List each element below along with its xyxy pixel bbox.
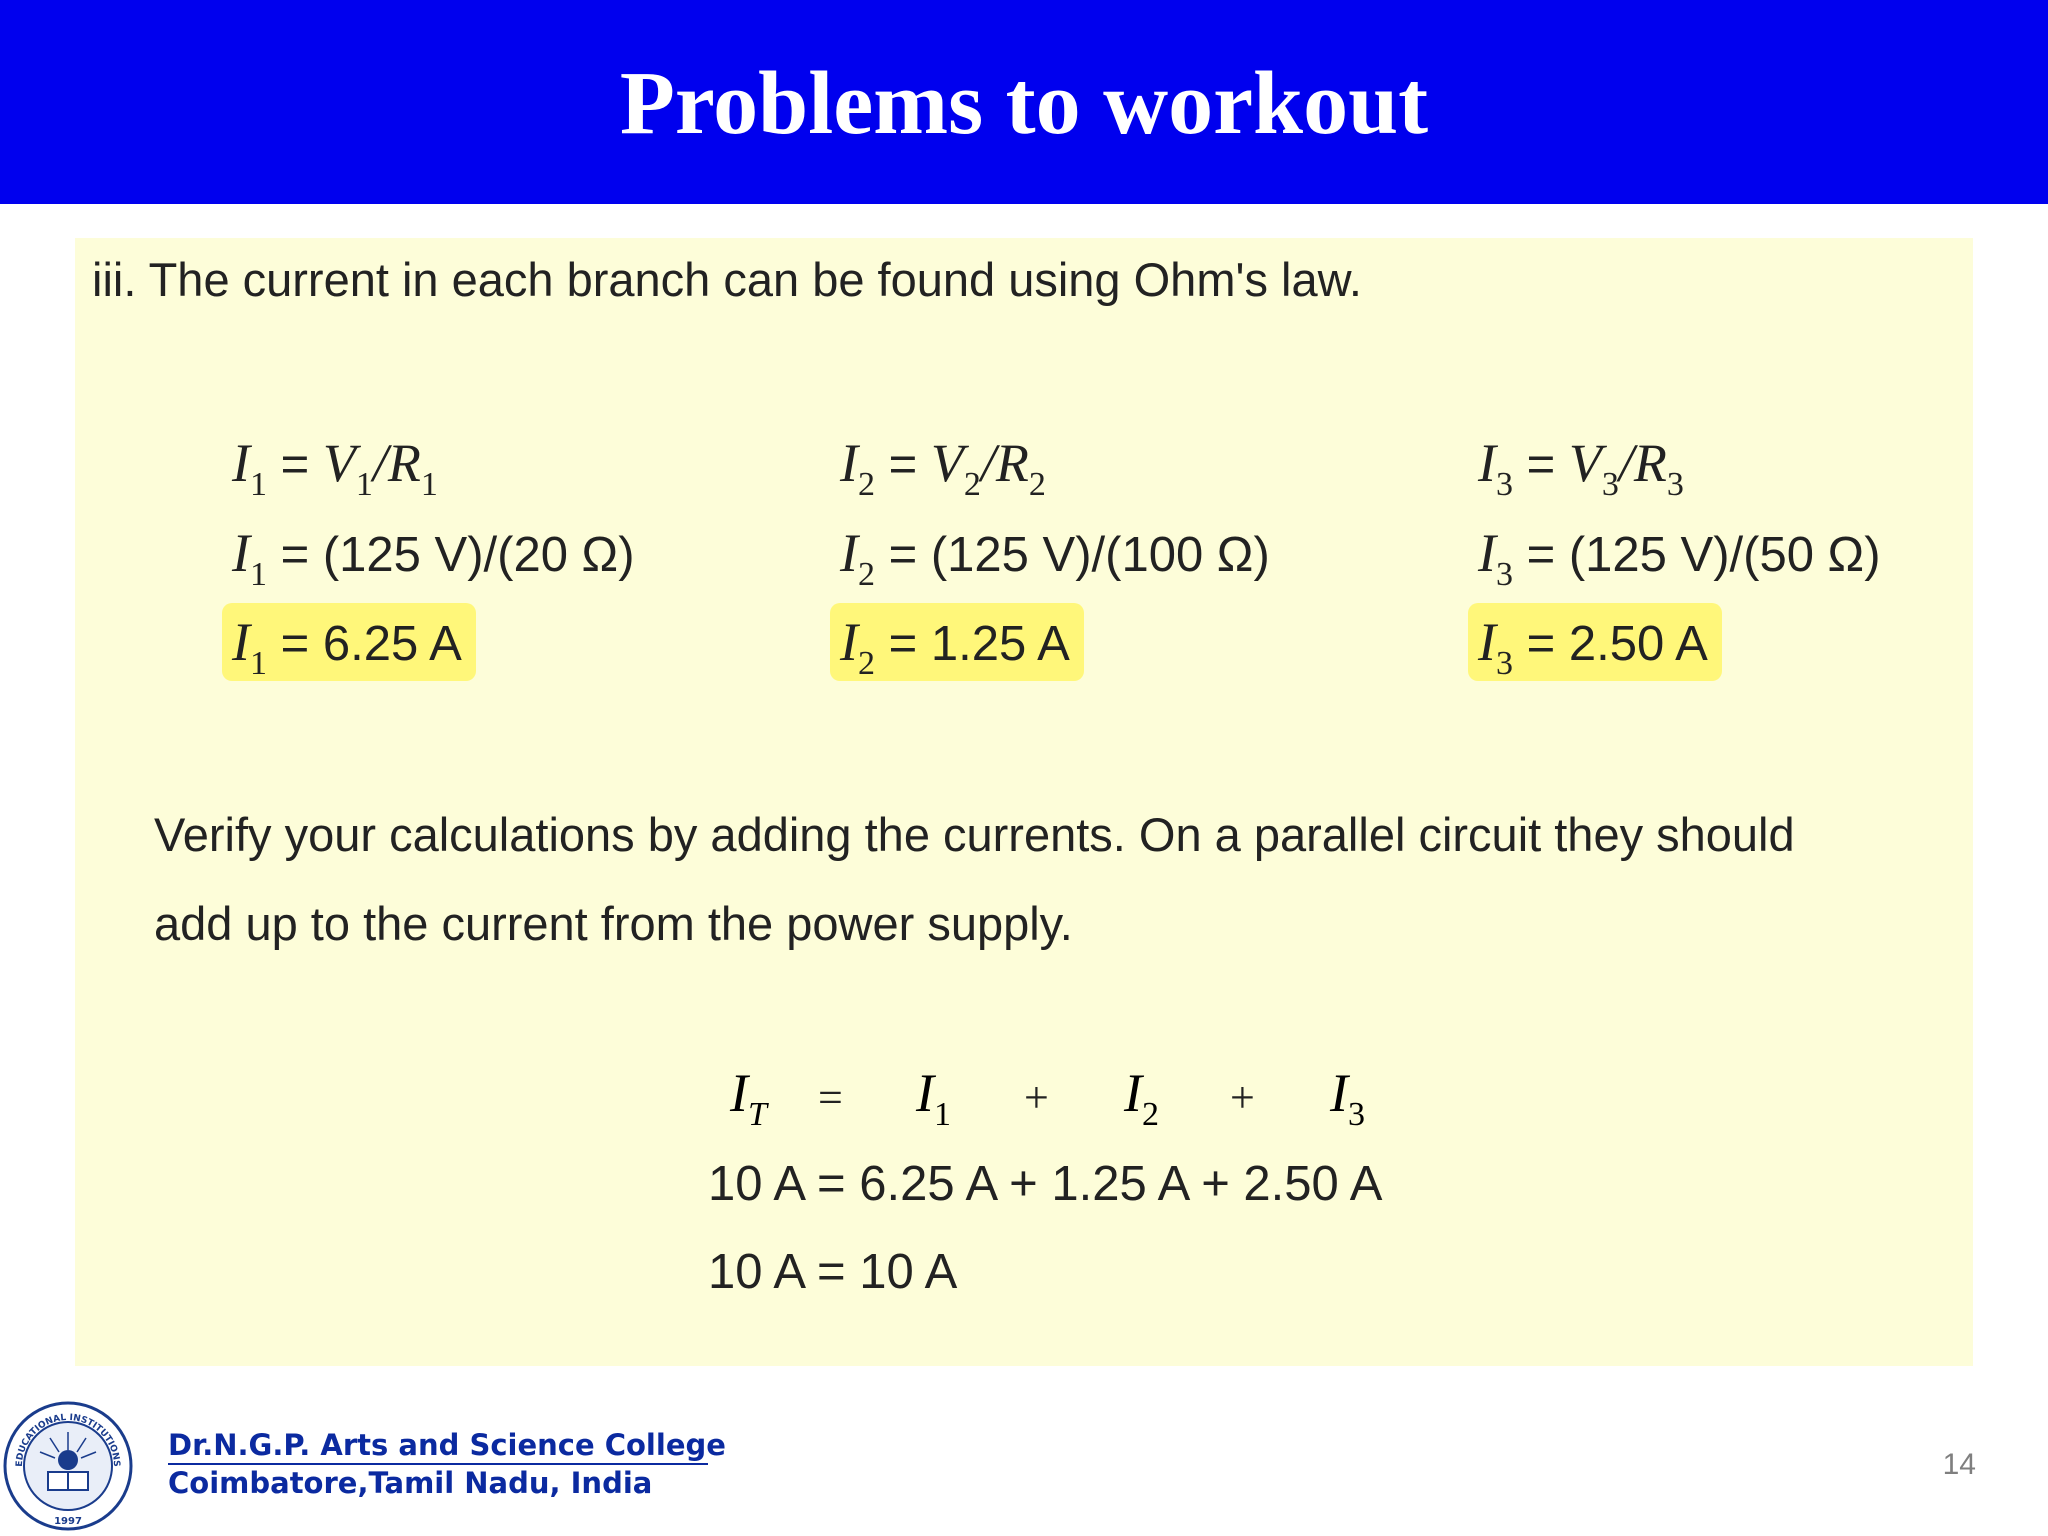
college-name-block xyxy=(168,1428,726,1500)
branch-1-result xyxy=(232,612,462,682)
formula-sub: 1 xyxy=(249,645,267,682)
branch-2-formula xyxy=(840,433,1046,503)
sum-term-1 xyxy=(916,1063,951,1133)
college-divider xyxy=(168,1463,708,1465)
formula-var: I xyxy=(840,433,858,493)
formula-sub: T xyxy=(747,1096,767,1133)
formula-var: I xyxy=(916,1063,934,1123)
formula-var: I xyxy=(1124,1063,1142,1123)
branch-3-result xyxy=(1478,612,1708,682)
sum-term-total xyxy=(730,1063,767,1133)
seal-text: EDUCATIONAL INSTITUTIONS xyxy=(14,1412,122,1468)
formula-sub: 2 xyxy=(1141,1096,1159,1133)
verify-paragraph xyxy=(154,790,1954,968)
formula-var: I xyxy=(1478,612,1496,672)
college-name: Dr.N.G.P. Arts and Science College xyxy=(168,1428,726,1462)
formula-slash: / xyxy=(980,433,996,493)
formula-sub: 3 xyxy=(1347,1096,1365,1133)
page-number: 14 xyxy=(1942,1448,1976,1481)
formula-resistance: R xyxy=(995,433,1029,493)
branch-2-substitution xyxy=(840,523,1270,593)
formula-sub: 1 xyxy=(355,466,373,503)
formula-var: I xyxy=(840,523,858,583)
formula-sub: 3 xyxy=(1666,466,1684,503)
substitution-text: = (125 V)/(50 Ω) xyxy=(1512,528,1881,582)
formula-equals: = xyxy=(1512,438,1569,492)
formula-sub: 3 xyxy=(1495,556,1513,593)
slide-title: Problems to workout xyxy=(619,53,1429,153)
intro-text: iii. The current in each branch can be found using Ohm's law. xyxy=(92,253,1362,306)
formula-var: I xyxy=(730,1063,748,1123)
sum-term-3 xyxy=(1330,1063,1365,1133)
formula-var: I xyxy=(232,433,250,493)
formula-voltage: V xyxy=(1568,433,1602,493)
formula-slash: / xyxy=(1618,433,1634,493)
sum-plus-2: + xyxy=(1230,1073,1255,1122)
result-text: = 6.25 A xyxy=(266,617,462,671)
formula-var: I xyxy=(1330,1063,1348,1123)
formula-sub: 2 xyxy=(857,466,875,503)
formula-sub: 2 xyxy=(1028,466,1046,503)
formula-sub: 3 xyxy=(1495,466,1513,503)
sum-term-2 xyxy=(1124,1063,1159,1133)
formula-sub: 3 xyxy=(1601,466,1619,503)
formula-var: I xyxy=(1478,523,1496,583)
college-seal-icon xyxy=(2,1400,134,1532)
branch-3-formula xyxy=(1478,433,1684,503)
formula-var: I xyxy=(1478,433,1496,493)
formula-resistance: R xyxy=(1633,433,1667,493)
branch-3-substitution xyxy=(1478,523,1881,593)
verify-line-1: Verify your calculations by adding the currents. On a parallel circuit they should xyxy=(154,808,1795,861)
sum-equals: = xyxy=(818,1073,843,1122)
formula-sub: 3 xyxy=(1495,645,1513,682)
substitution-text: = (125 V)/(20 Ω) xyxy=(266,528,635,582)
formula-sub: 2 xyxy=(963,466,981,503)
formula-sub: 1 xyxy=(420,466,438,503)
branch-2-result xyxy=(840,612,1070,682)
sum-plus-1: + xyxy=(1024,1073,1049,1122)
result-text: = 2.50 A xyxy=(1512,617,1708,671)
formula-sub: 1 xyxy=(249,466,267,503)
formula-sub: 2 xyxy=(857,556,875,593)
formula-voltage: V xyxy=(322,433,356,493)
formula-var: I xyxy=(232,523,250,583)
formula-sub: 1 xyxy=(249,556,267,593)
sum-line-3: 10 A = 10 A xyxy=(708,1245,958,1299)
college-location: Coimbatore,Tamil Nadu, India xyxy=(168,1466,653,1500)
formula-var: I xyxy=(840,612,858,672)
formula-equals: = xyxy=(874,438,931,492)
formula-resistance: R xyxy=(387,433,421,493)
substitution-text: = (125 V)/(100 Ω) xyxy=(874,528,1270,582)
branch-1-substitution xyxy=(232,523,635,593)
title-bar xyxy=(0,0,2048,204)
formula-sub: 2 xyxy=(857,645,875,682)
formula-voltage: V xyxy=(930,433,964,493)
verify-line-2: add up to the current from the power supply. xyxy=(154,897,1073,950)
formula-var: I xyxy=(232,612,250,672)
result-text: = 1.25 A xyxy=(874,617,1070,671)
sum-line-2: 10 A = 6.25 A + 1.25 A + 2.50 A xyxy=(708,1157,1383,1211)
formula-sub: 1 xyxy=(933,1096,951,1133)
branch-1-formula xyxy=(232,433,438,503)
formula-slash: / xyxy=(372,433,388,493)
seal-year: 1997 xyxy=(54,1516,82,1527)
formula-equals: = xyxy=(266,438,323,492)
